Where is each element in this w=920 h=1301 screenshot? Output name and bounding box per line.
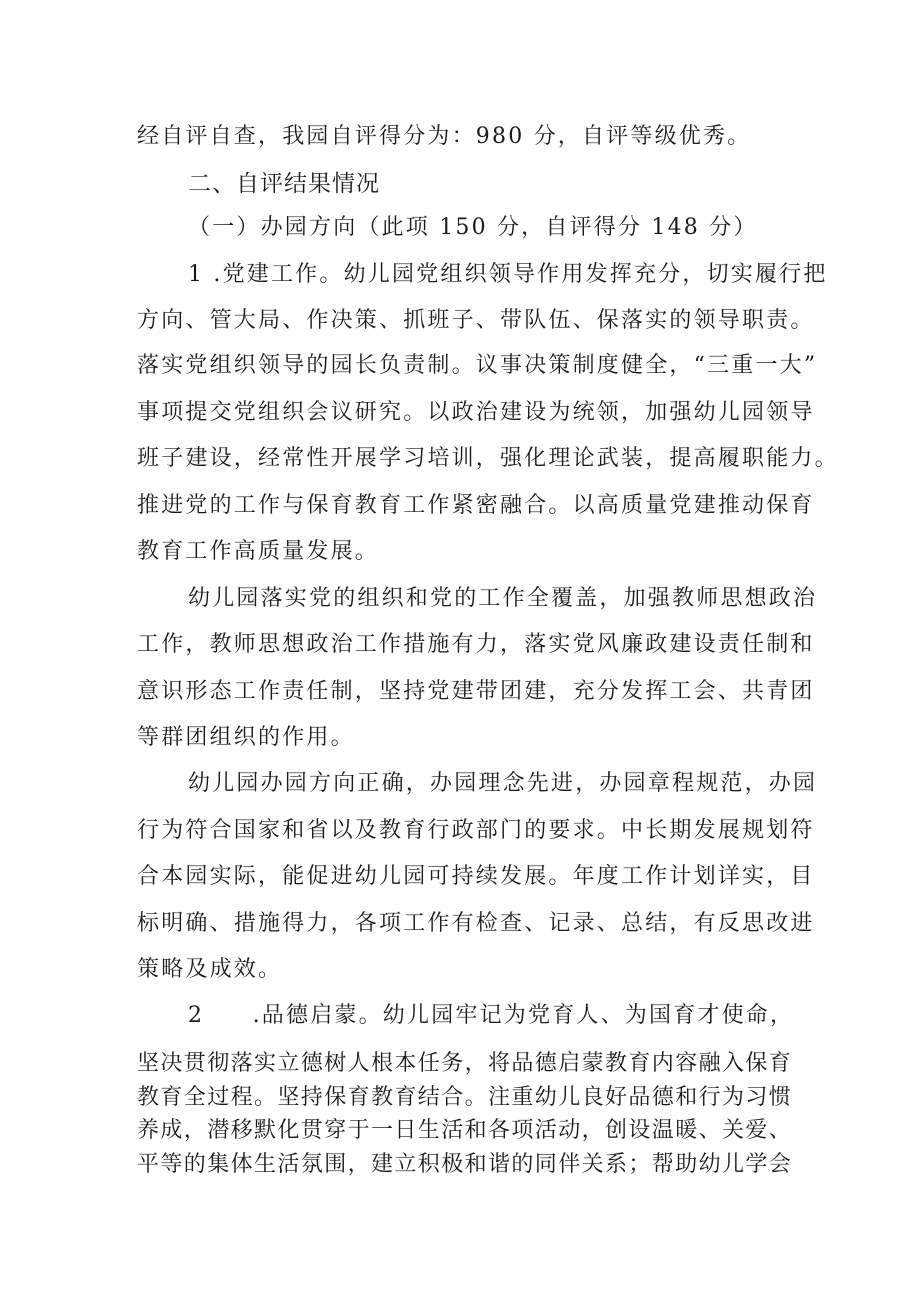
text-line: 意识形态工作责任制，坚持党建带团建，充分发挥工会、共青团 <box>137 679 815 704</box>
text-line: 落实党组织领导的园长负责制。议事决策制度健全，“三重一大” <box>137 353 818 378</box>
subsection-heading: （一）办园方向（此项 150 分，自评得分 148 分） <box>188 215 758 240</box>
text-line: 平等的集体生活氛围，建立积极和谐的同伴关系；帮助幼儿学会 <box>137 1152 793 1177</box>
text-line: 教育全过程。坚持保育教育结合。注重幼儿良好品德和行为习惯 <box>137 1085 793 1110</box>
text-line: 经自评自查，我园自评得分为：980 分，自评等级优秀。 <box>137 124 752 149</box>
text-line: 策略及成效。 <box>137 957 283 982</box>
text-line: 事项提交党组织会议研究。以政治建设为统领，加强幼儿园领导 <box>137 400 815 425</box>
text-line: 幼儿园落实党的组织和党的工作全覆盖，加强教师思想政治 <box>188 586 818 611</box>
text-line: 合本园实际，能促进幼儿园可持续发展。年度工作计划详实，目 <box>137 864 815 889</box>
section-heading: 二、自评结果情况 <box>188 171 380 197</box>
text-line: 养成，潜移默化贯穿于一日生活和各项活动，创设温暖、关爱、 <box>137 1118 793 1143</box>
text-line: 行为符合国家和省以及教育行政部门的要求。中长期发展规划符 <box>137 818 815 843</box>
text-line: 2 .品德启蒙。幼儿园牢记为党育人、为国育才使命， <box>188 1003 795 1028</box>
text-line: 等群团组织的作用。 <box>137 725 355 750</box>
text-line: 坚决贯彻落实立德树人根本任务，将品德启蒙教育内容融入保育 <box>137 1051 793 1076</box>
text-line: 推进党的工作与保育教育工作紧密融合。以高质量党建推动保育 <box>137 493 815 518</box>
text-line: 方向、管大局、作决策、抓班子、带队伍、保落实的领导职责。 <box>137 308 815 333</box>
text-line: 班子建设，经常性开展学习培训，强化理论武装，提高履职能力。 <box>137 446 839 471</box>
text-line: 教育工作高质量发展。 <box>137 539 380 564</box>
text-line: 标明确、措施得力，各项工作有检查、记录、总结，有反思改进 <box>137 911 815 936</box>
text-line: 幼儿园办园方向正确，办园理念先进，办园章程规范，办园 <box>188 771 818 796</box>
text-line: 工作，教师思想政治工作措施有力，落实党风廉政建设责任制和 <box>137 632 815 657</box>
text-line: 1 .党建工作。幼儿园党组织领导作用发挥充分，切实履行把 <box>188 262 828 287</box>
